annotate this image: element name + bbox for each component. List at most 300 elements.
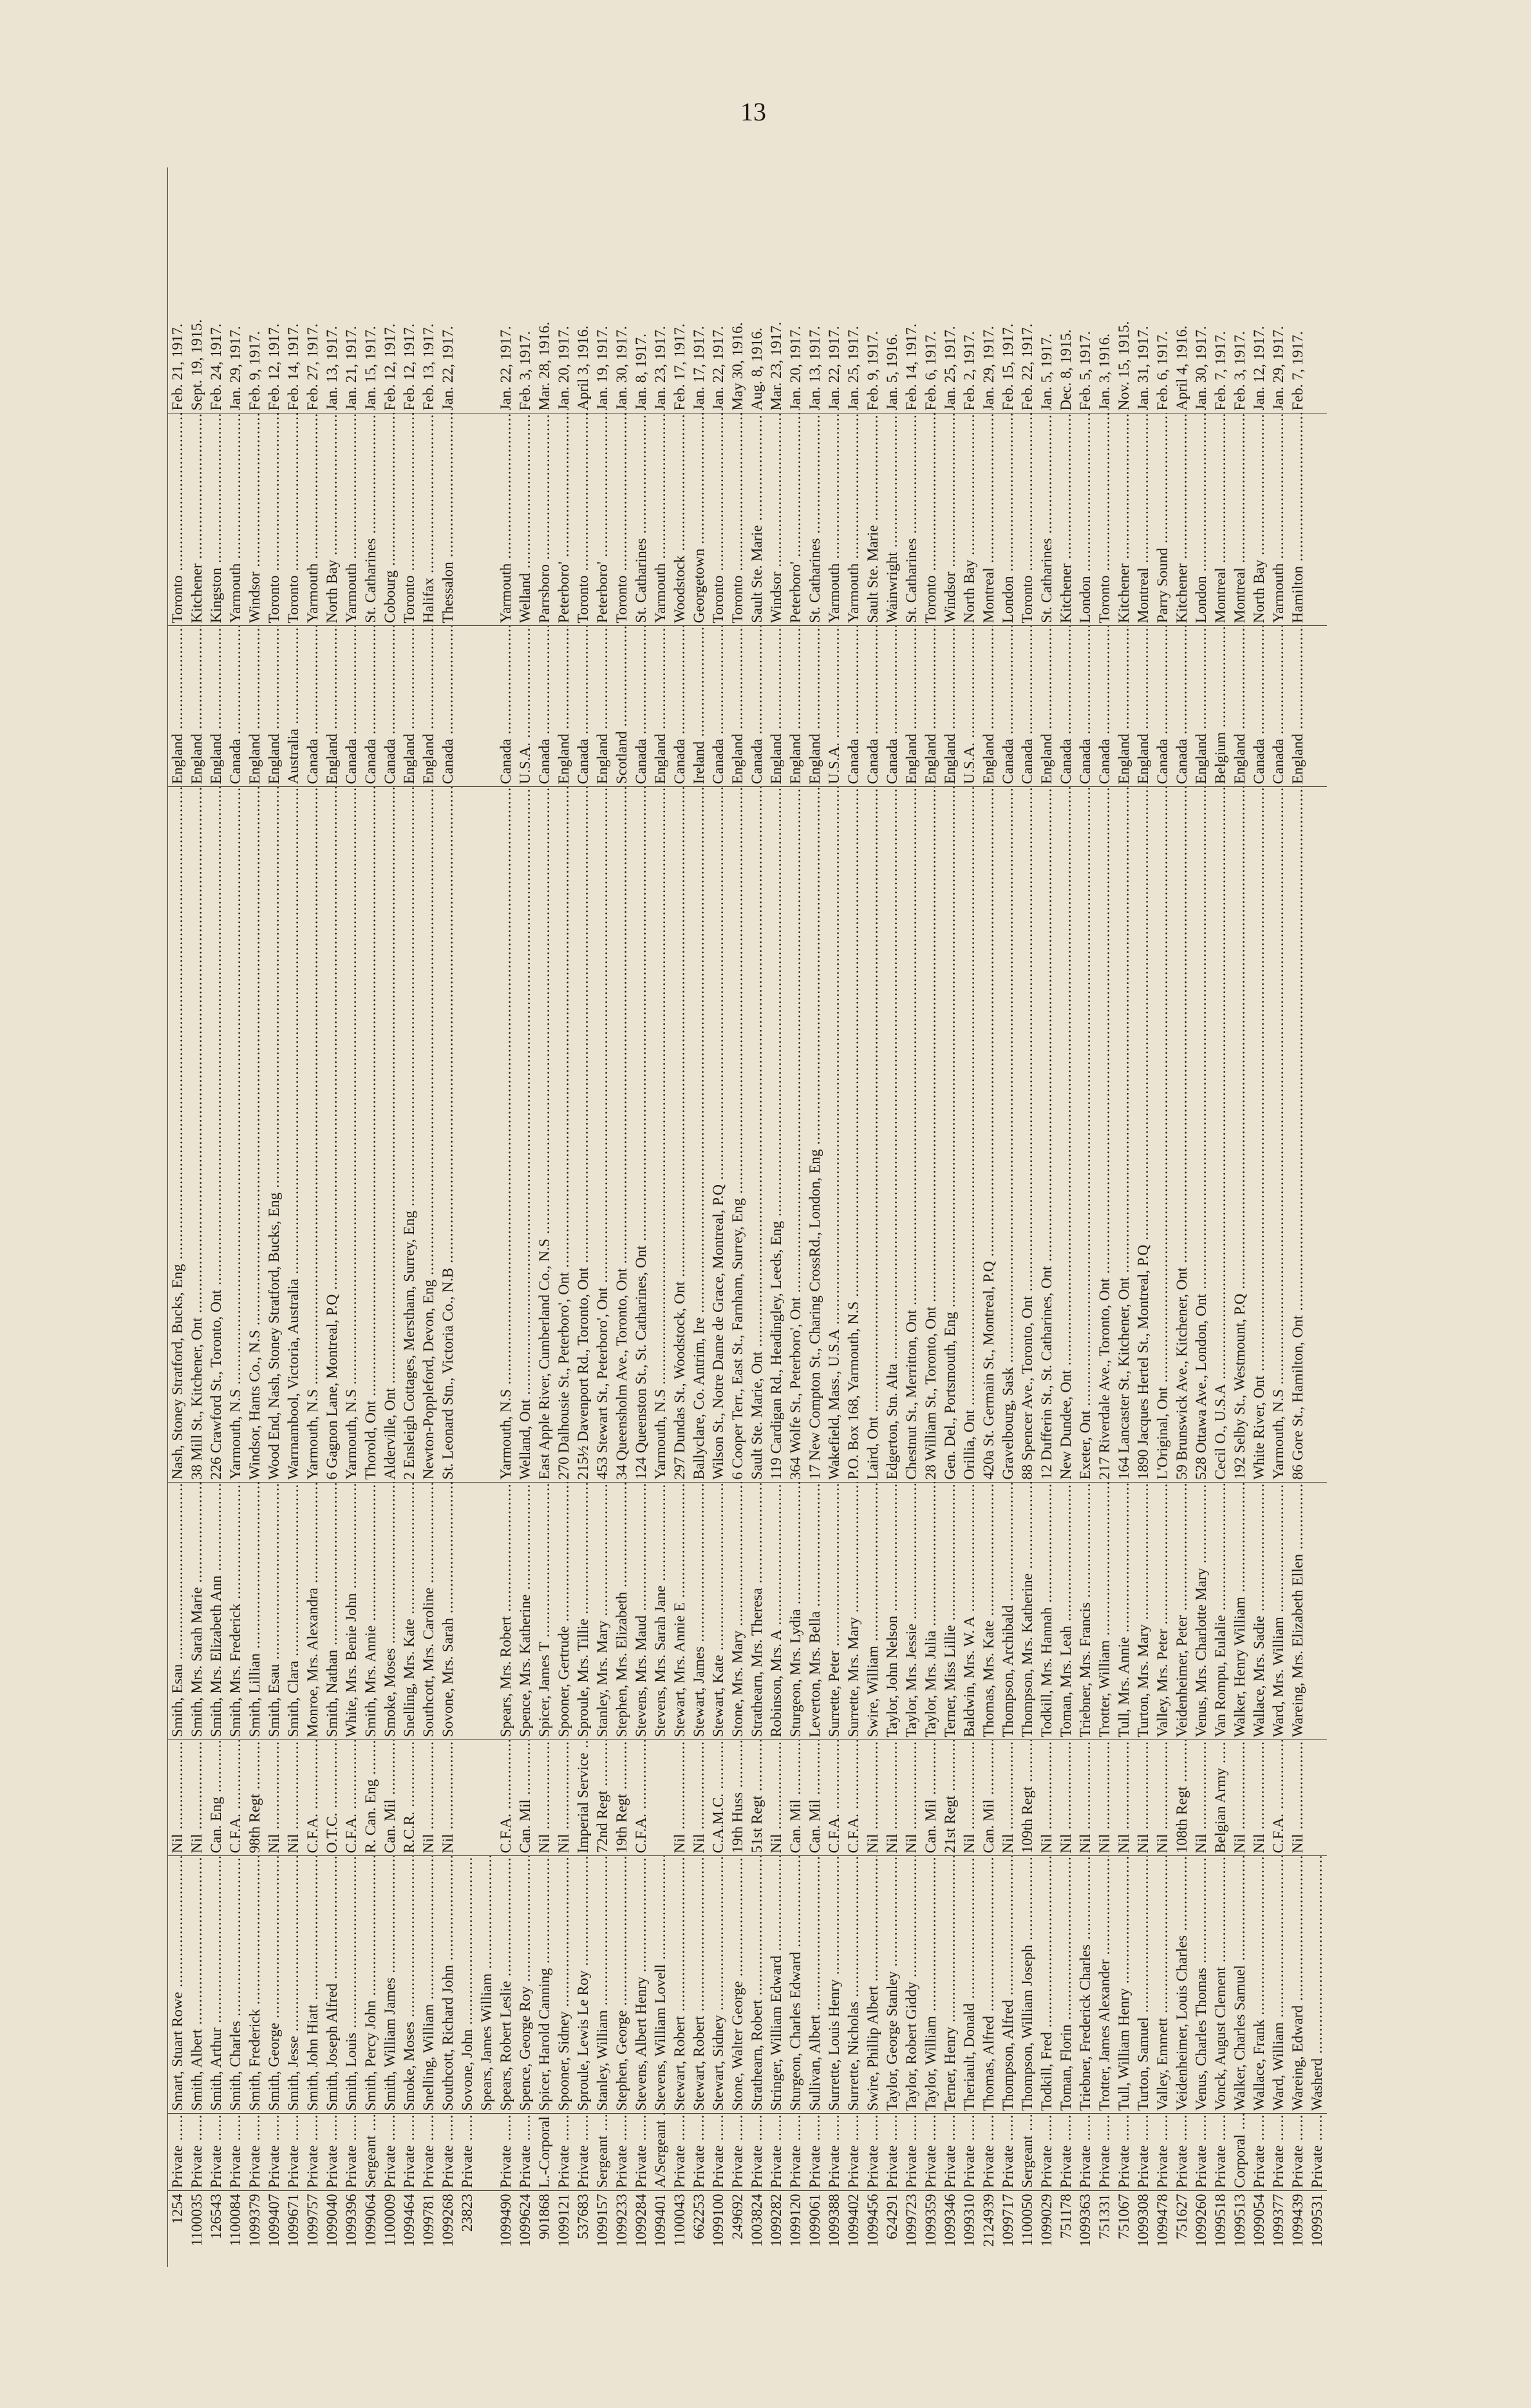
rank-cell: Private ..... (554, 2114, 574, 2191)
former-corps-cell: Can. Mil ..... (786, 1740, 805, 1856)
next-of-kin-cell: Taylor, John Nelson ..... (883, 1483, 902, 1740)
next-of-kin-cell (458, 1483, 477, 1740)
regimental-number-cell: 1099064 (362, 2194, 379, 2247)
rank-cell: Private ..... (1269, 2114, 1288, 2191)
country-of-birth-cell: England ..... (245, 626, 265, 787)
date-of-enlistment-cell: Jan. 8, 1917. (632, 167, 651, 413)
next-of-kin-cell: Smith, Mrs. Elizabeth Ann ..... (207, 1483, 226, 1740)
date-of-enlistment-cell: Jan. 22, 1917. (825, 167, 844, 413)
date-of-enlistment-cell: Feb. 6, 1917. (921, 167, 941, 413)
former-corps-cell: Nil ..... (419, 1740, 438, 1856)
table-row (1134, 167, 1153, 2267)
next-of-kin-address-cell: 6 Gagnon Lane, Montreal, P.Q ..... (323, 787, 342, 1483)
rank-cell: Private ..... (516, 2114, 535, 2191)
next-of-kin-cell: Smith, Mrs. Annie ..... (361, 1483, 380, 1740)
former-corps-cell: 21st Regt ..... (941, 1740, 960, 1856)
place-of-enlistment-cell: London ..... (1076, 413, 1095, 626)
next-of-kin-cell: Stewart, Kate ..... (709, 1483, 728, 1740)
soldier-name-cell: Swire, Phillip Albert ..... (863, 1856, 883, 2114)
table-row (207, 167, 226, 2267)
date-of-enlistment-cell: Jan. 22, 1917. (709, 167, 728, 413)
date-of-enlistment-cell: Feb. 17, 1917. (670, 167, 690, 413)
place-of-enlistment-cell: Montreal ..... (1134, 413, 1153, 626)
table-row (1018, 167, 1037, 2267)
rank-cell: Private ..... (226, 2114, 245, 2191)
next-of-kin-cell: Stewart, James ..... (690, 1483, 709, 1740)
country-of-birth-cell: Canada ..... (1095, 626, 1114, 787)
soldier-name-cell: Spence, George Roy ..... (516, 1856, 535, 2114)
former-corps-cell: Nil ..... (554, 1740, 574, 1856)
table-row (535, 167, 554, 2267)
next-of-kin-address-cell: Yarmouth, N.S ..... (496, 787, 516, 1483)
date-of-enlistment-cell: Feb. 3, 1917. (516, 167, 535, 413)
date-of-enlistment-cell: Jan. 30, 1917. (612, 167, 632, 413)
date-of-enlistment-cell (458, 167, 477, 413)
next-of-kin-address-cell: Gen. Del., Portsmouth, Eng ..... (941, 787, 960, 1483)
soldier-name-cell: Stewart, Robert ..... (670, 1856, 690, 2114)
former-corps-cell: Imperial Service ..... (574, 1740, 593, 1856)
next-of-kin-address-cell: 28 William St., Toronto, Ont ..... (921, 787, 941, 1483)
regimental-number-cell: 126543 (208, 2194, 225, 2239)
former-corps-cell: Nil ..... (284, 1740, 303, 1856)
place-of-enlistment-cell: Halifax ..... (419, 413, 438, 626)
place-of-enlistment-cell: Sault Ste. Marie ..... (863, 413, 883, 626)
next-of-kin-cell (477, 1483, 496, 1740)
country-of-birth-cell: England ..... (1230, 626, 1250, 787)
rank-cell: L.-Corporal ..... (535, 2114, 554, 2191)
date-of-enlistment-cell: Feb. 14, 1917. (284, 167, 303, 413)
country-of-birth-cell: Canada ..... (1250, 626, 1269, 787)
rank-cell: Private ..... (1076, 2114, 1095, 2191)
table-row (1172, 167, 1192, 2267)
table-row (786, 167, 805, 2267)
rank-cell: Private ..... (709, 2114, 728, 2191)
soldier-name-cell: Terner, Henry ..... (941, 1856, 960, 2114)
next-of-kin-address-cell: Yarmouth, N.S ..... (303, 787, 323, 1483)
next-of-kin-address-cell: 1890 Jacques Hertel St., Montreal, P.Q ..... (1134, 787, 1153, 1483)
rank-cell: Private ..... (632, 2114, 651, 2191)
next-of-kin-cell: Smith, Esau ..... (265, 1483, 284, 1740)
table-row (1250, 167, 1269, 2267)
regimental-number-cell: 249692 (729, 2194, 746, 2239)
regimental-number-cell: 1099401 (652, 2194, 669, 2247)
place-of-enlistment-cell: Peterboro' ..... (786, 413, 805, 626)
next-of-kin-address-cell: Chestnut St., Merritton, Ont ..... (902, 787, 921, 1483)
country-of-birth-cell: Canada ..... (670, 626, 690, 787)
country-of-birth-cell: Canada ..... (496, 626, 516, 787)
regimental-number-cell: 1100084 (227, 2194, 244, 2246)
soldier-name-cell: Surrette, Nicholas ..... (844, 1856, 863, 2114)
date-of-enlistment-cell: Feb. 2, 1917. (960, 167, 979, 413)
regimental-number-cell: 1099518 (1212, 2194, 1229, 2247)
soldier-name-cell: Sullivan, Albert ..... (805, 1856, 825, 2114)
place-of-enlistment-cell: St. Catharines ..... (805, 413, 825, 626)
date-of-enlistment-cell: April 3, 1916. (574, 167, 593, 413)
soldier-name-cell: Tull, William Henry ..... (1114, 1856, 1134, 2114)
place-of-enlistment-cell: Windsor ..... (941, 413, 960, 626)
rank-cell: Private ..... (825, 2114, 844, 2191)
rank-cell: Private ..... (1153, 2114, 1172, 2191)
soldier-name-cell: Stephen, George ..... (612, 1856, 632, 2114)
next-of-kin-cell: Sturgeon, Mrs. Lydia ..... (786, 1483, 805, 1740)
country-of-birth-cell: Scotland ..... (612, 626, 632, 787)
former-corps-cell: Nil ..... (535, 1740, 554, 1856)
date-of-enlistment-cell: Feb. 24, 1917. (207, 167, 226, 413)
country-of-birth-cell: England ..... (400, 626, 419, 787)
date-of-enlistment-cell: Feb. 12, 1917. (400, 167, 419, 413)
next-of-kin-cell: Smith, Clara ..... (284, 1483, 303, 1740)
place-of-enlistment-cell: Toronto ..... (1095, 413, 1114, 626)
date-of-enlistment-cell: Jan. 23, 1917. (651, 167, 670, 413)
place-of-enlistment-cell: London ..... (999, 413, 1018, 626)
place-of-enlistment-cell: Peterboro' ..... (554, 413, 574, 626)
regimental-number-cell: 1099054 (1251, 2194, 1268, 2247)
country-of-birth-cell: England ..... (767, 626, 786, 787)
next-of-kin-cell: Monroe, Mrs. Alexandra ..... (303, 1483, 323, 1740)
next-of-kin-address-cell (477, 787, 496, 1483)
table-row (1230, 167, 1250, 2267)
place-of-enlistment-cell: Windsor ..... (767, 413, 786, 626)
next-of-kin-address-cell: Sault Ste. Marie, Ont ..... (747, 787, 767, 1483)
date-of-enlistment-cell (1308, 167, 1327, 413)
next-of-kin-address-cell: New Dundee, Ont ..... (1057, 787, 1076, 1483)
next-of-kin-address-cell: White River, Ont ..... (1250, 787, 1269, 1483)
next-of-kin-address-cell: 12 Dufferin St., St. Catharines, Ont ..... (1037, 787, 1057, 1483)
regimental-number-cell: 1254 (168, 2191, 188, 2267)
place-of-enlistment-cell: North Bay ..... (323, 413, 342, 626)
country-of-birth-cell: England ..... (979, 626, 999, 787)
table-row (960, 167, 979, 2267)
place-of-enlistment-cell: Yarmouth ..... (1269, 413, 1288, 626)
place-of-enlistment-cell: Kingston ..... (207, 413, 226, 626)
soldier-name-cell: Smith, Jesse ..... (284, 1856, 303, 2114)
rank-cell: Private ..... (805, 2114, 825, 2191)
table-row (1153, 167, 1172, 2267)
former-corps-cell: Nil ..... (690, 1740, 709, 1856)
regimental-number-cell: 1099490 (498, 2194, 514, 2247)
place-of-enlistment-cell: Yarmouth ..... (226, 413, 245, 626)
date-of-enlistment-cell: Jan. 5, 1917. (1037, 167, 1057, 413)
place-of-enlistment-cell: Cobourg ..... (380, 413, 400, 626)
regimental-number-cell: 751331 (1096, 2194, 1113, 2239)
country-of-birth-cell: Canada ..... (1172, 626, 1192, 787)
rank-cell: Private ..... (323, 2114, 342, 2191)
next-of-kin-cell: Sproule, Mrs. Tillie ..... (574, 1483, 593, 1740)
date-of-enlistment-cell: Jan. 30, 1917. (1192, 167, 1211, 413)
regimental-number-cell: 1099377 (1270, 2194, 1287, 2247)
next-of-kin-cell: Trotter, William ..... (1095, 1483, 1114, 1740)
rank-cell: Private ..... (342, 2114, 361, 2191)
next-of-kin-address-cell: Edgerton, Stn. Alta ..... (883, 787, 902, 1483)
former-corps-cell: Nil ..... (960, 1740, 979, 1856)
place-of-enlistment-cell: London ..... (1192, 413, 1211, 626)
date-of-enlistment-cell: May 30, 1916. (728, 167, 747, 413)
next-of-kin-address-cell: Yarmouth, N.S ..... (342, 787, 361, 1483)
soldier-name-cell: Walker, Charles Samuel ..... (1230, 1856, 1250, 2114)
place-of-enlistment-cell: Toronto ..... (709, 413, 728, 626)
next-of-kin-address-cell: Windsor, Hants Co., N.S ..... (245, 787, 265, 1483)
next-of-kin-cell: Baldwin, Mrs. W. A ..... (960, 1483, 979, 1740)
table-row (805, 167, 825, 2267)
date-of-enlistment-cell: Jan. 12, 1917. (1250, 167, 1269, 413)
place-of-enlistment-cell (477, 413, 496, 626)
table-row (670, 167, 690, 2267)
soldier-name-cell: Trotter, James Alexander ..... (1095, 1856, 1114, 2114)
country-of-birth-cell: England ..... (554, 626, 574, 787)
next-of-kin-address-cell: P.O. Box 168, Yarmouth, N.S ..... (844, 787, 863, 1483)
next-of-kin-cell: Sovone, Mrs. Sarah ..... (438, 1483, 458, 1740)
next-of-kin-cell: Taylor, Mrs. Julia ..... (921, 1483, 941, 1740)
date-of-enlistment-cell: Sept. 19, 1915. (187, 167, 207, 413)
rank-cell: Private ..... (400, 2114, 419, 2191)
country-of-birth-cell: Canada ..... (863, 626, 883, 787)
table-row (709, 167, 728, 2267)
table-row (458, 167, 477, 2267)
place-of-enlistment-cell: Toronto ..... (400, 413, 419, 626)
country-of-birth-cell: England ..... (1192, 626, 1211, 787)
table-row (342, 167, 361, 2267)
next-of-kin-address-cell: Alderville, Ont ..... (380, 787, 400, 1483)
rank-cell: Private ..... (960, 2114, 979, 2191)
place-of-enlistment-cell: Yarmouth ..... (303, 413, 323, 626)
next-of-kin-address-cell: 217 Riverdale Ave., Toronto, Ont ..... (1095, 787, 1114, 1483)
rank-cell: Private ..... (902, 2114, 921, 2191)
place-of-enlistment-cell: Montreal ..... (979, 413, 999, 626)
country-of-birth-cell: England ..... (265, 626, 284, 787)
former-corps-cell: Nil ..... (767, 1740, 786, 1856)
rank-cell: Sergeant ..... (1018, 2114, 1037, 2191)
country-of-birth-cell: Ireland ..... (690, 626, 709, 787)
place-of-enlistment-cell: North Bay ..... (960, 413, 979, 626)
soldier-name-cell: Spears, Robert Leslie ..... (496, 1856, 516, 2114)
country-of-birth-cell: U.S.A. ..... (960, 626, 979, 787)
former-corps-cell (1308, 1740, 1327, 1856)
soldier-name-cell: Sovone, John ..... (458, 1856, 477, 2114)
rank-cell: Private ..... (1192, 2114, 1211, 2191)
former-corps-cell (651, 1740, 670, 1856)
next-of-kin-address-cell: 364 Wolfe St., Peterboro', Ont ..... (786, 787, 805, 1483)
rank-cell: Private ..... (883, 2114, 902, 2191)
soldier-name-cell: Toman, Florin ..... (1057, 1856, 1076, 2114)
place-of-enlistment-cell: St. Catharines ..... (902, 413, 921, 626)
next-of-kin-cell: Thompson, Archibald ..... (999, 1483, 1018, 1740)
country-of-birth-cell: England ..... (168, 626, 188, 787)
table-row (612, 167, 632, 2267)
next-of-kin-address-cell: 119 Cardigan Rd., Headingley, Leeds, Eng ..... (767, 787, 786, 1483)
regimental-number-cell: 23823 (459, 2194, 476, 2232)
next-of-kin-address-cell: 270 Dalhousie St., Peterboro', Ont ..... (554, 787, 574, 1483)
table-row (1192, 167, 1211, 2267)
regimental-number-cell: 751627 (1174, 2194, 1190, 2239)
rank-cell: Private ..... (1114, 2114, 1134, 2191)
next-of-kin-cell: Smith, Mrs. Frederick ..... (226, 1483, 245, 1740)
next-of-kin-address-cell: 215½ Davenport Rd., Toronto, Ont ..... (574, 787, 593, 1483)
table-row (1269, 167, 1288, 2267)
next-of-kin-address-cell: 226 Crawford St., Toronto, Ont ..... (207, 787, 226, 1483)
table-row (632, 167, 651, 2267)
regimental-number-cell: 1099120 (787, 2194, 804, 2247)
next-of-kin-address-cell: Nash, Stoney Stratford, Bucks, Eng ..... (168, 787, 188, 1483)
rank-cell: Private ..... (265, 2114, 284, 2191)
next-of-kin-address-cell: 164 Lancaster St., Kitchener, Ont ..... (1114, 787, 1134, 1483)
place-of-enlistment-cell: Kitchener ..... (1114, 413, 1134, 626)
rank-cell: Private ..... (1250, 2114, 1269, 2191)
next-of-kin-cell: Spicer, James T ..... (535, 1483, 554, 1740)
regimental-number-cell: 1099717 (1000, 2194, 1017, 2247)
next-of-kin-cell: Todkill, Mrs. Hannah ..... (1037, 1483, 1057, 1740)
former-corps-cell: C.F.A. ..... (1269, 1740, 1288, 1856)
table-row (1095, 167, 1114, 2267)
regimental-number-cell: 1100043 (672, 2194, 688, 2246)
soldier-name-cell: Wallace, Frank ..... (1250, 1856, 1269, 2114)
table-row (1037, 167, 1057, 2267)
soldier-name-cell: Spooner, Sidney ..... (554, 1856, 574, 2114)
soldier-name-cell: Surrette, Louis Henry ..... (825, 1856, 844, 2114)
next-of-kin-cell: Stephen, Mrs. Elizabeth ..... (612, 1483, 632, 1740)
rank-cell: Private ..... (941, 2114, 960, 2191)
former-corps-cell (477, 1740, 496, 1856)
rank-cell: Private ..... (612, 2114, 632, 2191)
former-corps-cell: Can. Mil ..... (805, 1740, 825, 1856)
country-of-birth-cell: England ..... (323, 626, 342, 787)
next-of-kin-address-cell: Gravelbourg, Sask ..... (999, 787, 1018, 1483)
next-of-kin-cell: Walker, Henry William ..... (1230, 1483, 1250, 1740)
date-of-enlistment-cell: Jan. 31, 1917. (1134, 167, 1153, 413)
soldier-name-cell: Smith, Charles ..... (226, 1856, 245, 2114)
soldier-name-cell: Thompson, Alfred ..... (999, 1856, 1018, 2114)
former-corps-cell: Belgian Army ..... (1211, 1740, 1230, 1856)
country-of-birth-cell: Canada ..... (535, 626, 554, 787)
former-corps-cell: Nil ..... (1134, 1740, 1153, 1856)
rank-cell: Private ..... (844, 2114, 863, 2191)
place-of-enlistment-cell: Hamilton ..... (1288, 413, 1308, 626)
next-of-kin-cell: Surrette, Peter ..... (825, 1483, 844, 1740)
rank-cell: Private ..... (786, 2114, 805, 2191)
place-of-enlistment-cell: Yarmouth ..... (342, 413, 361, 626)
regimental-number-cell: 1099100 (710, 2194, 727, 2247)
soldier-name-cell: Thomas, Alfred ..... (979, 1856, 999, 2114)
soldier-name-cell: Taylor, Robert Giddy ..... (902, 1856, 921, 2114)
former-corps-cell: R.C.R. ..... (400, 1740, 419, 1856)
former-corps-cell: Nil ..... (1230, 1740, 1250, 1856)
next-of-kin-cell: Smoke, Moses ..... (380, 1483, 400, 1740)
next-of-kin-address-cell: 38 Mill St., Kitchener, Ont ..... (187, 787, 207, 1483)
next-of-kin-address-cell: Orillia, Ont ..... (960, 787, 979, 1483)
rank-cell: Private ..... (496, 2114, 516, 2191)
next-of-kin-cell: Snelling, Mrs. Kate ..... (400, 1483, 419, 1740)
next-of-kin-cell: Swire, William ..... (863, 1483, 883, 1740)
regimental-number-cell: 1099284 (633, 2194, 650, 2247)
date-of-enlistment-cell: Feb. 13, 1917. (419, 167, 438, 413)
former-corps-cell: Nil ..... (1057, 1740, 1076, 1856)
place-of-enlistment-cell: Toronto ..... (1018, 413, 1037, 626)
rank-cell: Private ..... (419, 2114, 438, 2191)
soldier-name-cell: Smith, William James ..... (380, 1856, 400, 2114)
former-corps-cell: Nil ..... (187, 1740, 207, 1856)
place-of-enlistment-cell: Welland ..... (516, 413, 535, 626)
regimental-number-cell: 1099157 (594, 2194, 611, 2247)
soldier-name-cell: Stewart, Sidney ..... (709, 1856, 728, 2114)
place-of-enlistment-cell: Yarmouth ..... (496, 413, 516, 626)
place-of-enlistment-cell: Georgetown ..... (690, 413, 709, 626)
former-corps-cell: 51st Regt ..... (747, 1740, 767, 1856)
soldier-name-cell: Smith, John Hiatt ..... (303, 1856, 323, 2114)
table-row (496, 167, 516, 2267)
regimental-number-cell: 1099464 (401, 2194, 418, 2247)
date-of-enlistment-cell: Jan. 22, 1917. (496, 167, 516, 413)
rank-cell: Private ..... (187, 2114, 207, 2191)
former-corps-cell: Nil ..... (902, 1740, 921, 1856)
regimental-number-cell: 751067 (1116, 2194, 1132, 2239)
next-of-kin-address-cell: Laird, Ont ..... (863, 787, 883, 1483)
next-of-kin-cell: Toman, Mrs. Leah ..... (1057, 1483, 1076, 1740)
soldier-name-cell: Thompson, William Joseph ..... (1018, 1856, 1037, 2114)
place-of-enlistment-cell: Montreal ..... (1211, 413, 1230, 626)
regimental-number-cell: 624291 (884, 2194, 901, 2239)
date-of-enlistment-cell: Jan. 29, 1917. (979, 167, 999, 413)
soldier-name-cell: Southcott, Richard John ..... (438, 1856, 458, 2114)
table-row (168, 167, 188, 2267)
date-of-enlistment-cell: Jan. 21, 1917. (342, 167, 361, 413)
place-of-enlistment-cell (1308, 413, 1327, 626)
rank-cell: Private ..... (1057, 2114, 1076, 2191)
former-corps-cell: Nil ..... (1095, 1740, 1114, 1856)
regimental-number-cell: 1099671 (285, 2194, 302, 2247)
table-row (400, 167, 419, 2267)
date-of-enlistment-cell: Feb. 27, 1917. (303, 167, 323, 413)
next-of-kin-address-cell: 59 Brunswick Ave., Kitchener, Ont ..... (1172, 787, 1192, 1483)
table-row (554, 167, 574, 2267)
place-of-enlistment-cell: St. Catharines ..... (1037, 413, 1057, 626)
regimental-number-cell: 1099478 (1154, 2194, 1171, 2247)
regimental-number-cell: 1099407 (266, 2194, 283, 2247)
next-of-kin-cell: Veidenheimer, Peter ..... (1172, 1483, 1192, 1740)
next-of-kin-address-cell: Yarmouth, N.S ..... (1269, 787, 1288, 1483)
next-of-kin-cell: Smith, Mrs. Sarah Marie ..... (187, 1483, 207, 1740)
country-of-birth-cell: Canada ..... (999, 626, 1018, 787)
next-of-kin-cell: Valley, Mrs. Peter ..... (1153, 1483, 1172, 1740)
date-of-enlistment-cell: Jan. 20, 1917. (786, 167, 805, 413)
rank-cell: Private ..... (1211, 2114, 1230, 2191)
country-of-birth-cell: England ..... (187, 626, 207, 787)
former-corps-cell: Can. Mil ..... (979, 1740, 999, 1856)
next-of-kin-cell: Stone, Mrs. Mary ..... (728, 1483, 747, 1740)
country-of-birth-cell: England ..... (941, 626, 960, 787)
place-of-enlistment-cell: Kitchener ..... (187, 413, 207, 626)
regimental-number-cell: 1100050 (1019, 2194, 1036, 2246)
table-row (728, 167, 747, 2267)
soldier-name-cell: Triebner, Frederick Charles ..... (1076, 1856, 1095, 2114)
next-of-kin-cell: Strathearn, Mrs. Theresa ..... (747, 1483, 767, 1740)
place-of-enlistment-cell: Montreal ..... (1230, 413, 1250, 626)
next-of-kin-address-cell: Yarmouth, N.S ..... (226, 787, 245, 1483)
soldier-name-cell: Washerd ..... (1308, 1856, 1327, 2114)
soldier-name-cell: Smart, Stuart Rowe ..... (168, 1856, 188, 2114)
former-corps-cell: Nil ..... (265, 1740, 284, 1856)
table-row (323, 167, 342, 2267)
former-corps-cell: 72nd Regt ..... (593, 1740, 612, 1856)
date-of-enlistment-cell: Jan. 3, 1916. (1095, 167, 1114, 413)
next-of-kin-address-cell: 86 Gore St., Hamilton, Ont ..... (1288, 787, 1308, 1483)
soldier-name-cell: Spicer, Harold Canning ..... (535, 1856, 554, 2114)
soldier-name-cell: Stanley, William ..... (593, 1856, 612, 2114)
table-row (1288, 167, 1308, 2267)
regimental-number-cell: 2124939 (981, 2194, 997, 2247)
date-of-enlistment-cell: Feb. 9, 1917. (863, 167, 883, 413)
rank-cell: Private ..... (1288, 2114, 1308, 2191)
next-of-kin-address-cell: St. Leonard Stn., Victoria Co., N.B ..... (438, 787, 458, 1483)
country-of-birth-cell: Belgium ..... (1211, 626, 1230, 787)
